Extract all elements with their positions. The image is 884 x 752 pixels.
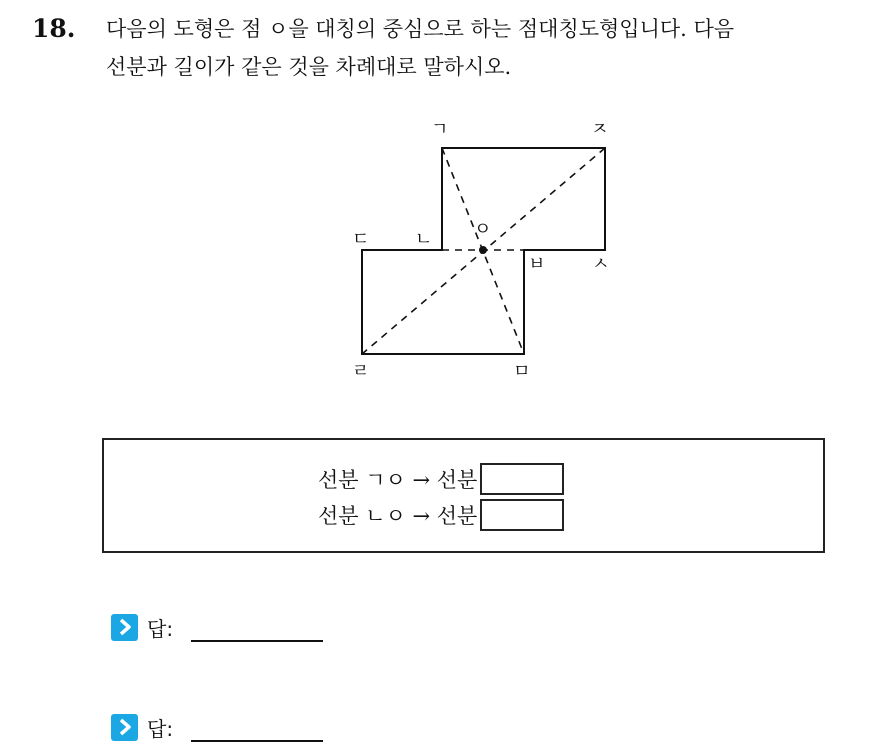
answer-label-2: 답: — [147, 716, 174, 741]
question-text-line-1: 다음의 도형은 점 ㅇ을 대칭의 중심으로 하는 점대칭도형입니다. 다음 — [106, 17, 735, 41]
label-o: ㅇ — [474, 219, 492, 240]
box-row-2-text: 선분 ㄴㅇ → 선분 — [318, 504, 478, 528]
center-point — [479, 246, 487, 254]
chevron-right-icon — [111, 714, 138, 741]
label-d: ㄷ — [352, 229, 370, 250]
box-row-1 — [318, 463, 564, 495]
answer-label-1: 답: — [147, 616, 174, 641]
label-m: ㅁ — [513, 361, 531, 382]
answer-field-2[interactable] — [191, 712, 323, 742]
question-number: 18. — [32, 14, 76, 43]
answer-field-1[interactable] — [191, 612, 323, 642]
label-s: ㅅ — [592, 254, 610, 275]
label-j: ㅈ — [591, 119, 609, 140]
question-text-line-2: 선분과 길이가 같은 것을 차례대로 말하시오. — [106, 55, 512, 79]
chevron-right-icon — [111, 614, 138, 641]
answer-row-2 — [111, 712, 323, 742]
box-row-2 — [318, 499, 564, 531]
label-r: ㄹ — [352, 361, 370, 382]
answer-blank-1[interactable] — [480, 463, 564, 495]
label-g: ㄱ — [431, 119, 449, 140]
box-row-1-text: 선분 ㄱㅇ → 선분 — [318, 468, 478, 492]
label-n: ㄴ — [415, 229, 433, 250]
problem-box — [102, 438, 825, 553]
answer-row-1 — [111, 612, 323, 642]
answer-blank-2[interactable] — [480, 499, 564, 531]
label-b: ㅂ — [528, 254, 546, 275]
